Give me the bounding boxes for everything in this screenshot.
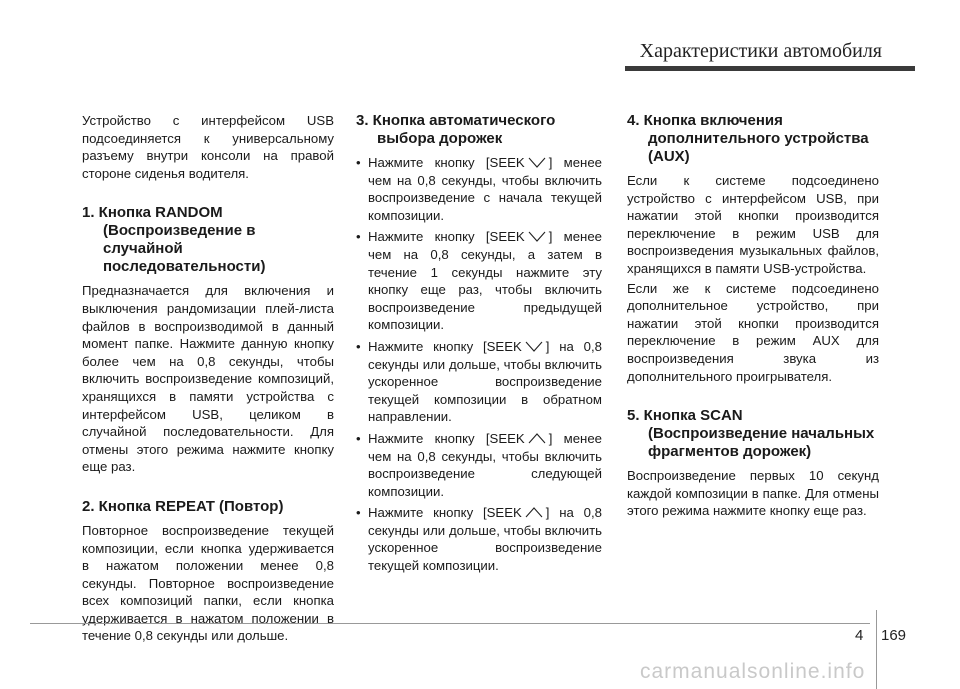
list-item [356,228,602,334]
header-rule [625,66,915,71]
list-item [356,430,602,500]
section-5-body: Воспроизведение первых 10 секунд каждой композиции в папке. Для отмены этого режима нажмите кнопку еще раз. [627,468,879,519]
section-2-body: Повторное воспроизведение текущей композиции, если кнопка удерживается в нажатом положении менее 0,8 секунды. Повторное воспроизведение всех композиций папки, если кнопка удерживается в нажатом положении в течение 0,8 секунды или дольше. [82,522,334,644]
section-2-heading [82,498,334,516]
section-1-body: Предназначается для включения и выключения рандомизации плей-листа файлов в воспроизводимой в данный момент папке. Нажмите данную кнопку более чем на 0,8 секунды, чтобы включить воспроизведение композиций, хранящихся в памяти устройства с интерфейсом USB, целиком в случайной последовательности. Для отмены этого режима нажмите кнопку еще раз. [82,283,334,475]
list-item [356,154,602,224]
chevron-up-icon [528,433,546,444]
section-4-body-1: Если к системе подсоединено устройство с интерфейсом USB, при нажатии этой кнопки производится переключение в режим USB для воспроизведения музыкальных файлов, хранящихся в памяти USB-устройства. [627,173,879,276]
bullet-text-post: ] менее чем на 0,8 секунды, чтобы включить воспроизведение следующей композиции. [368,430,602,499]
bullet-text-post: ] менее чем на 0,8 секунды, а затем в течение 1 секунды нажмите эту кнопку еще раз, чтобы включить воспроизведение предыдущей композиции. [368,229,602,333]
chevron-down-icon [528,231,546,242]
section-5-heading-line-2: (Воспроизведение начальных [648,425,875,443]
bullet-text-post: ] менее чем на 0,8 секунды, чтобы включить воспроизведение с начала текущей композиции. [368,155,602,223]
section-2-heading-line-1: 2. Кнопка REPEAT (Повтор) [82,497,284,515]
list-item [356,338,602,426]
footer-rule [30,623,870,624]
column-1 [82,112,334,647]
chapter-number: 4 [855,627,864,644]
column-3 [627,112,879,522]
section-4-heading [627,112,879,166]
section-4-heading-line-1: 4. Кнопка включения [627,112,783,129]
bullet-text-post: ] на 0,8 секунды или дольше, чтобы включить ускоренное воспроизведение текущей композиции в обратном направлении. [368,338,602,425]
list-item [356,504,602,574]
section-5-heading-line-1: 5. Кнопка SCAN [627,407,743,425]
section-3-heading-line-1: 3. Кнопка автоматического [356,112,556,129]
bullet-text-pre: Нажмите кнопку [SEEK [368,338,522,354]
bullet-text-pre: Нажмите кнопку [SEEK [368,505,522,521]
seek-bullet-list [356,154,602,575]
section-1-heading-line-3: последовательности) [103,258,266,276]
section-5-heading [627,407,879,461]
page-number: 169 [881,627,907,644]
column-2 [356,112,602,579]
section-1-heading-line-2: (Воспроизведение в случайной [103,222,256,258]
section-3-heading [356,112,602,148]
watermark-text: carmanualsonline.info [640,660,866,683]
section-1-heading [82,204,334,276]
chevron-up-icon [525,507,543,518]
bullet-text-pre: Нажмите кнопку [SEEK [368,430,525,446]
section-1-heading-line-1: 1. Кнопка RANDOM [82,204,223,222]
section-4-heading-line-3: (AUX) [648,148,690,165]
bullet-text-pre: Нажмите кнопку [SEEK [368,155,525,170]
page-header-title: Характеристики автомобиля [639,40,882,62]
bullet-text-post: ] на 0,8 секунды или дольше, чтобы включить ускоренное воспроизведение текущей композиции. [368,505,602,574]
bullet-text-pre: Нажмите кнопку [SEEK [368,229,525,245]
section-3-heading-line-2: выбора дорожек [377,130,503,147]
intro-paragraph: Устройство с интерфейсом USB подсоединяется к универсальному разъему внутри консоли на правой стороне сиденья водителя. [82,113,334,181]
chevron-down-icon [525,341,543,352]
section-4-body-2: Если же к системе подсоединено дополнительное устройство, при нажатии этой кнопки производится переключение в режим AUX для воспроизведения звука из дополнительного проигрывателя. [627,280,879,384]
section-5-heading-line-3: фрагментов дорожек) [648,443,812,461]
chevron-down-icon [528,157,546,168]
section-4-heading-line-2: дополнительного устройства [648,130,869,147]
